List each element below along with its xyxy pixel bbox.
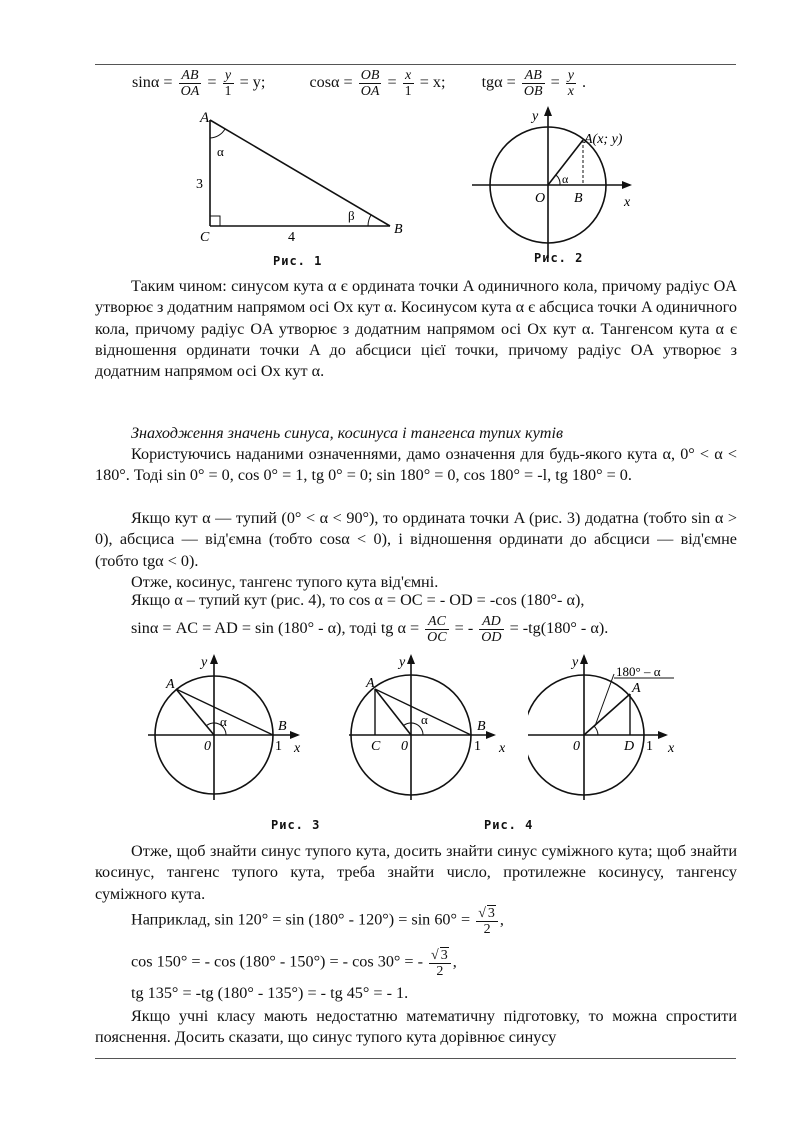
- y-axis-arrow: [544, 106, 552, 116]
- angle-arc: [556, 175, 560, 185]
- denominator: 1: [224, 84, 232, 99]
- fraction-ab-oa: [179, 68, 202, 99]
- label-0: 0: [573, 739, 580, 754]
- caption-fig3: Рис. 3: [271, 818, 321, 832]
- label-a: A: [200, 110, 210, 126]
- label-b: B: [394, 222, 403, 237]
- label-b: B: [574, 191, 583, 206]
- angle-alpha-arc: [210, 129, 225, 138]
- fraction-sqrt3-over-2: $\frac{√ 3}{2}$: [476, 905, 498, 937]
- caption-fig4: Рис. 4: [484, 818, 534, 832]
- caption-fig2: Рис. 2: [534, 251, 584, 265]
- fraction-ob-oa: [359, 68, 382, 99]
- paragraph-definitions: [95, 276, 737, 382]
- paragraph-obtuse-signs: [95, 508, 737, 572]
- heading-text: Знаходження значень синуса, косинуса і тангенса тупих кутів: [131, 424, 563, 442]
- right-angle-mark: [210, 216, 220, 226]
- label-c: C: [371, 739, 381, 754]
- numerator: AB: [522, 68, 545, 84]
- footer-rule: [95, 1058, 736, 1059]
- section-heading: [95, 423, 737, 444]
- label-1: 1: [275, 739, 282, 754]
- fraction-ad-od: [479, 614, 503, 645]
- label-side-3: 3: [196, 177, 203, 192]
- paragraph-summary: [95, 841, 737, 905]
- radius-oa: [375, 689, 411, 735]
- label-x: x: [499, 741, 506, 756]
- figure-supplementary-angle: [528, 648, 688, 803]
- caption-fig1: Рис. 1: [273, 254, 323, 268]
- label-angle: 180° – α: [616, 664, 661, 679]
- label-side-4: 4: [288, 230, 295, 245]
- label-0: 0: [401, 739, 408, 754]
- example-tail: ,: [452, 952, 457, 971]
- numerator: y: [567, 68, 574, 83]
- numerator: y: [223, 68, 234, 84]
- paragraph-any-angle: [95, 444, 737, 487]
- radicand: 3: [487, 906, 495, 921]
- side-ab: [210, 120, 390, 226]
- paragraph-text: Якщо кут α — тупий (0° < α < 90°), то ордината точки A (рис. 3) додатна (тобто sin α > 0), абсциса — від'ємна (тобто cosα < 0), і відношення ординати до абсциси — від'ємне (тобто tgα < 0).: [95, 509, 737, 570]
- denominator: OD: [481, 630, 502, 645]
- denominator: OA: [180, 84, 200, 99]
- label-alpha: α: [217, 144, 224, 159]
- radicand: 3: [440, 948, 448, 963]
- example-text: cos 150° = - cos (180° - 150°) = - cos 30° = -: [131, 952, 423, 971]
- radius-oa: [176, 689, 214, 735]
- label-o: O: [535, 191, 546, 206]
- cos-tail: = x;: [419, 73, 446, 92]
- paragraph-text: Таким чином: синусом кута α є ордината точки A одиничного кола, причому радіус OA утворює з додатним напрямом осі Ox кут α. Косинусом кута α є абсциса точки A одиничного кола, причому радіус OA утворює з додатним напрямом осі Ox кут α. Тангенсом кута α є відношення ординати точки A до абсциси цієї точки, причому радіус OA утворює з додатним напрямом осі Ox кут α.: [95, 277, 737, 381]
- y-axis-arrow: [210, 654, 218, 664]
- fraction-y-1: [223, 68, 234, 99]
- fraction-ab-ob: [522, 68, 545, 99]
- tg-prefix: tgα =: [481, 73, 516, 92]
- label-alpha: α: [220, 714, 227, 729]
- label-b: B: [278, 719, 287, 734]
- paragraph-text: Якщо учні класу мають недостатню математичну підготовку, то можна спростити пояснення. Досить сказати, що синус тупого кута дорівнює синусу: [95, 1007, 737, 1047]
- denominator: OA: [360, 84, 380, 99]
- label-alpha: α: [421, 712, 428, 727]
- label-1: 1: [646, 739, 653, 754]
- label-beta: β: [348, 208, 355, 223]
- paragraph-text: Отже, щоб знайти синус тупого кута, досить знайти синус суміжного кута; щоб знайти косинус, тангенс тупого кута, треба знайти число, протилежне косинусу, тангенсу суміжного кута.: [95, 842, 737, 903]
- label-y: y: [532, 109, 539, 124]
- label-d: D: [624, 739, 635, 754]
- formula-end: = -tg(180° - α).: [509, 619, 609, 638]
- example-sin-120: [131, 905, 504, 937]
- label-x: x: [668, 741, 675, 756]
- label-y: y: [572, 655, 579, 670]
- denominator: OB: [523, 84, 543, 99]
- fraction-ac-oc: [425, 614, 448, 645]
- denominator: x: [567, 84, 574, 99]
- example-tail: ,: [499, 910, 504, 929]
- numerator: AD: [479, 614, 503, 630]
- tg-tail: .: [582, 73, 587, 92]
- paragraph-text: Отже, косинус, тангенс тупого кута від'ємні.: [131, 573, 439, 591]
- numerator: AB: [179, 68, 202, 84]
- formula-line-sin-tg: [131, 614, 608, 645]
- fraction-sqrt3-over-2: $\frac{√ 3}{2}$: [429, 947, 451, 979]
- label-a-coords: A(x; y): [584, 132, 623, 147]
- header-rule: [95, 64, 736, 65]
- angle-pointer: [595, 674, 614, 726]
- x-axis-arrow: [486, 731, 496, 739]
- label-a: A: [166, 677, 175, 692]
- label-0: 0: [204, 739, 211, 754]
- label-x: x: [294, 741, 301, 756]
- formula-line-cos: Якщо α – тупий кут (рис. 4), то cos α = OC = - OD = -cos (180°- α),: [131, 591, 585, 609]
- radius-oa: [584, 694, 630, 735]
- y-axis-arrow: [580, 654, 588, 664]
- formula-mid: = -: [454, 619, 474, 638]
- y-axis-arrow: [407, 654, 415, 664]
- fraction-x-1: [403, 68, 414, 99]
- example-text: Наприклад, sin 120° = sin (180° - 120°) = sin 60° =: [131, 910, 471, 929]
- label-x: x: [624, 195, 631, 210]
- denominator: 2: [436, 964, 444, 979]
- label-alpha: α: [562, 172, 569, 186]
- example-cos-150: [131, 947, 457, 979]
- label-a: A: [366, 676, 375, 691]
- sin-prefix: sinα =: [132, 73, 173, 92]
- example-tg-135: tg 135° = -tg (180° - 135°) = - tg 45° = - 1.: [131, 984, 409, 1002]
- denominator: OC: [427, 630, 447, 645]
- label-a: A: [632, 681, 641, 696]
- label-y: y: [399, 655, 406, 670]
- label-b: B: [477, 719, 486, 734]
- x-axis-arrow: [658, 731, 668, 739]
- x-axis-arrow: [290, 731, 300, 739]
- denominator: 2: [483, 922, 491, 937]
- angle-beta-arc: [368, 215, 371, 226]
- cos-prefix: cosα =: [309, 73, 353, 92]
- numerator: x: [403, 68, 414, 84]
- paragraph-simplified: [95, 1006, 737, 1049]
- sin-tail: = y;: [239, 73, 266, 92]
- denominator: 1: [404, 84, 412, 99]
- figure-4-circle: [349, 648, 519, 803]
- paragraph-text: Користуючись наданими означеннями, дамо означення для будь-якого кута α, 0° < α < 180°. Тоді sin 0° = 0, cos 0° = 1, tg 0° = 0; sin 180° = 0, cos 180° = -l, tg 180° = 0.: [95, 445, 737, 485]
- figure-1-triangle: [190, 108, 420, 253]
- label-y: y: [201, 655, 208, 670]
- fraction-y-x: [566, 68, 576, 99]
- figure-2-unit-circle: [470, 98, 650, 260]
- figure-3-circle: [148, 648, 316, 803]
- formula-line-definitions: sinα = $\frac{AB}{OA}$ = $\frac{y}{1}$ = y; cosα = $\frac{OB}{OA}$ = $\frac{x}{1}$ = x; tgα = $\frac{AB}{OB}$ = $\frac{y}{x}$ .: [132, 68, 587, 99]
- label-1: 1: [474, 739, 481, 754]
- formula-start: sinα = AC = AD = sin (180° - α), тоді tg α =: [131, 619, 420, 638]
- angle-arc: [594, 726, 598, 735]
- label-c: C: [200, 230, 210, 245]
- numerator: OB: [360, 68, 380, 83]
- numerator: AC: [425, 614, 448, 630]
- x-axis-arrow: [622, 181, 632, 189]
